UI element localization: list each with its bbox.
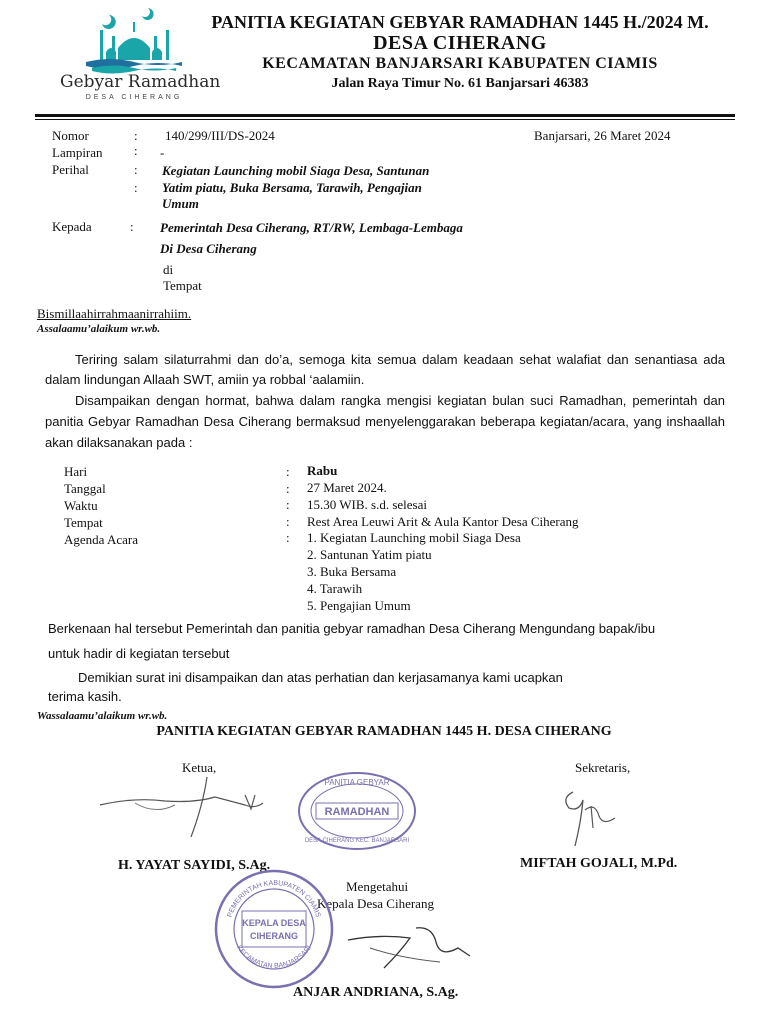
kepala-desa-stamp bbox=[212, 867, 336, 991]
stamp2-bottom-text: KECAMATAN BANJARSARI bbox=[235, 944, 313, 970]
agenda-item-3: 3. Buka Bersama bbox=[307, 564, 397, 579]
kepala-desa-label: Kepala Desa Ciherang bbox=[317, 896, 434, 911]
schedule-value-hari: Rabu bbox=[307, 463, 338, 478]
schedule-value-tanggal: 27 Maret 2024. bbox=[307, 480, 387, 495]
agenda-item-2: 2. Santunan Yatim piatu bbox=[307, 547, 432, 562]
lampiran-colon: : bbox=[134, 143, 138, 158]
perihal-line-1: Kegiatan Launching mobil Siaga Desa, Santunan bbox=[162, 163, 430, 178]
ketua-label: Ketua, bbox=[182, 760, 217, 775]
perihal-line-3: Umum bbox=[162, 196, 199, 211]
panitia-stamp bbox=[296, 770, 418, 852]
schedule-value-tempat: Rest Area Leuwi Arit & Aula Kantor Desa Ciherang bbox=[307, 514, 579, 529]
header-line-4: Jalan Raya Timur No. 61 Banjarsari 46383 bbox=[331, 76, 589, 91]
nomor-label: Nomor bbox=[52, 128, 89, 143]
header-line-3: KECAMATAN BANJARSARI KABUPATEN CIAMIS bbox=[262, 55, 658, 72]
stamp2-top-text: PEMERINTAH KABUPATEN CIAMIS bbox=[226, 879, 322, 919]
kepala-desa-name: ANJAR ANDRIANA, S.Ag. bbox=[293, 985, 459, 1000]
mengetahui-label: Mengetahui bbox=[346, 879, 409, 894]
schedule-colon-tanggal: : bbox=[286, 481, 290, 496]
schedule-colon-agenda: : bbox=[286, 530, 290, 545]
nomor-value: 140/299/III/DS-2024 bbox=[165, 128, 275, 143]
committee-title: PANITIA KEGIATAN GEBYAR RAMADHAN 1445 H. DESA CIHERANG bbox=[156, 724, 612, 739]
perihal-colon: : bbox=[134, 162, 138, 177]
salam-opening: Assalaamu’alaikum wr.wb. bbox=[37, 323, 161, 335]
schedule-label-tanggal: Tanggal bbox=[64, 481, 106, 496]
sekretaris-label: Sekretaris, bbox=[575, 760, 631, 775]
kepada-di: di bbox=[163, 262, 174, 277]
schedule-label-waktu: Waktu bbox=[64, 498, 98, 513]
kepada-colon: : bbox=[130, 219, 134, 234]
paragraph-1: Teriring salam silaturrahmi dan do’a, semoga kita semua dalam keadaan sehat walafiat dan senantiasa ada dalam lindungan Allaah SWT, amiin ya robbal ‘aalamiin. bbox=[45, 352, 725, 387]
svg-text:KECAMATAN BANJARSARI bbox=[235, 945, 313, 970]
perihal-colon-2: : bbox=[134, 180, 138, 195]
stamp2-center-text-1: KEPALA DESA bbox=[242, 918, 306, 928]
logo-subtitle: DESA CIHERANG bbox=[85, 94, 183, 101]
paragraph-3-line-2: untuk hadir di kegiatan tersebut bbox=[48, 646, 230, 661]
bismillah: Bismillaahirrahmaanirrahiim. bbox=[37, 306, 192, 321]
sekretaris-name: MIFTAH GOJALI, M.Pd. bbox=[520, 856, 678, 871]
paragraph-4-line-1: Demikian surat ini disampaikan dan atas perhatian dan kerjasamanya kami ucapkan bbox=[78, 670, 563, 685]
header-line-1: PANITIA KEGIATAN GEBYAR RAMADHAN 1445 H./2024 M. bbox=[211, 12, 709, 32]
nomor-colon: : bbox=[134, 128, 138, 143]
schedule-colon-waktu: : bbox=[286, 497, 290, 512]
ketua-name: H. YAYAT SAYIDI, S.Ag. bbox=[118, 858, 271, 873]
kepada-tempat: Tempat bbox=[163, 278, 202, 293]
paragraph-4-line-2: terima kasih. bbox=[48, 689, 122, 704]
kepada-line-2: Di Desa Ciherang bbox=[160, 241, 257, 256]
perihal-line-2: Yatim piatu, Buka Bersama, Tarawih, Pengajian bbox=[162, 180, 422, 195]
schedule-value-waktu: 15.30 WIB. s.d. selesai bbox=[307, 497, 427, 512]
perihal-label: Perihal bbox=[52, 162, 89, 177]
schedule-label-agenda: Agenda Acara bbox=[64, 532, 138, 547]
stamp1-top-text: PANITIA GEBYAR bbox=[324, 778, 390, 787]
stamp2-center-text-2: CIHERANG bbox=[249, 931, 299, 941]
ketua-signature bbox=[95, 775, 270, 845]
stamp1-bottom-text: DESA CIHERANG KEC. BANJARSARI bbox=[304, 838, 410, 844]
schedule-colon-hari: : bbox=[286, 464, 290, 479]
paragraph-3-line-1: Berkenaan hal tersebut Pemerintah dan panitia gebyar ramadhan Desa Ciherang Mengundang bapak/ibu bbox=[48, 621, 656, 636]
lampiran-label: Lampiran bbox=[52, 145, 103, 160]
paragraph-2: Disampaikan dengan hormat, bahwa dalam rangka mengisi kegiatan bulan suci Ramadhan, pemerintah dan panitia Gebyar Ramadhan Desa Ciherang bermaksud menyelenggarakan beberapa kegiatan/acara, yang inshaallah akan dilaksanakan pada : bbox=[45, 393, 725, 450]
logo-title: Gebyar Ramadhan bbox=[60, 72, 221, 92]
salam-closing: Wassalaamu’alaikum wr.wb. bbox=[37, 710, 168, 722]
kepada-line-1: Pemerintah Desa Ciherang, RT/RW, Lembaga-Lembaga bbox=[160, 220, 463, 235]
header-line-2: DESA CIHERANG bbox=[373, 32, 547, 54]
kepada-label: Kepada bbox=[52, 219, 92, 234]
letter-date: Banjarsari, 26 Maret 2024 bbox=[534, 128, 671, 143]
schedule-colon-tempat: : bbox=[286, 514, 290, 529]
kepala-desa-signature bbox=[340, 918, 480, 978]
sekretaris-signature bbox=[555, 782, 625, 852]
lampiran-value: - bbox=[160, 145, 165, 160]
agenda-item-5: 5. Pengajian Umum bbox=[307, 598, 411, 613]
stamp1-center-text: RAMADHAN bbox=[324, 806, 390, 818]
schedule-label-hari: Hari bbox=[64, 464, 88, 479]
agenda-item-4: 4. Tarawih bbox=[307, 581, 363, 596]
svg-text:PEMERINTAH KABUPATEN CIAMIS bbox=[227, 880, 322, 919]
schedule-label-tempat: Tempat bbox=[64, 515, 103, 530]
header-rule-thick bbox=[35, 114, 735, 117]
agenda-item-1: 1. Kegiatan Launching mobil Siaga Desa bbox=[307, 530, 521, 545]
logo bbox=[60, 6, 221, 106]
header-rule-thin bbox=[35, 119, 735, 120]
